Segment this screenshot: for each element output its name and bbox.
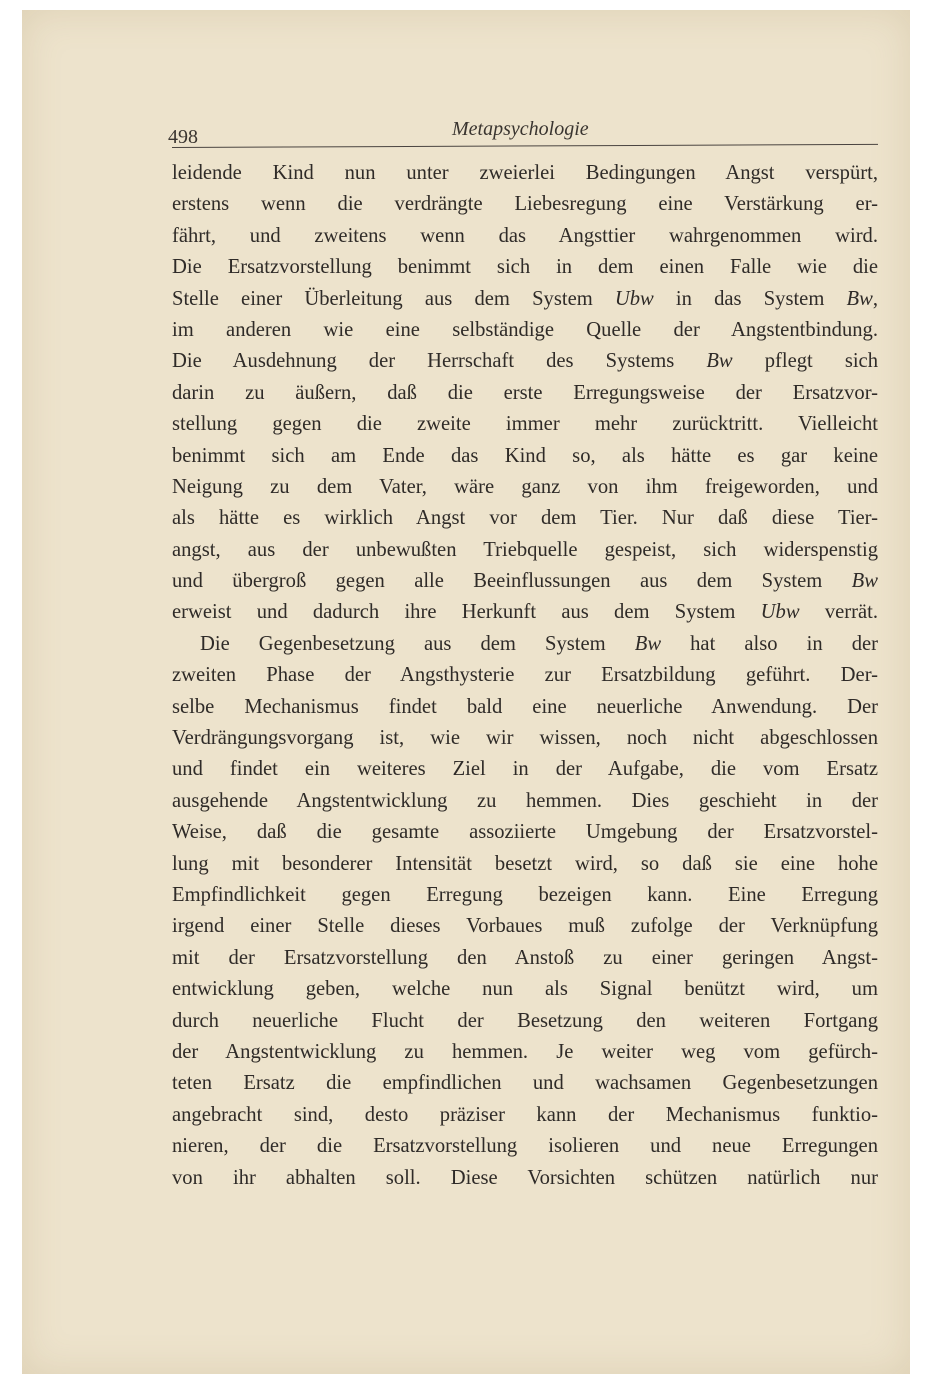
italic-term: Ubw <box>760 601 800 624</box>
text-line: Weise, daß die gesamte assoziierte Umgebung der Ersatzvorstel- <box>172 821 878 844</box>
text-line: darin zu äußern, daß die erste Erregungsweise der Ersatzvor- <box>172 381 878 404</box>
text-line: zweiten Phase der Angsthysterie zur Ersatzbildung geführt. Der- <box>172 664 878 687</box>
italic-term: Bw <box>846 287 873 310</box>
text-line: Die Ersatzvorstellung benimmt sich in dem einen Falle wie die <box>172 256 878 279</box>
text-span: erweist und dadurch ihre Herkunft aus dem System <box>172 601 761 624</box>
text-line: der Angstentwicklung zu hemmen. Je weiter weg vom gefürch- <box>172 1040 878 1063</box>
text-line: selbe Mechanismus findet bald eine neuerliche Anwendung. Der <box>172 695 878 718</box>
text-line <box>172 566 878 597</box>
text-line: von ihr abhalten soll. Diese Vorsichten schützen natürlich nur <box>172 1166 878 1189</box>
text-line: als hätte es wirklich Angst vor dem Tier. Nur daß diese Tier- <box>172 507 878 530</box>
text-line: irgend einer Stelle dieses Vorbaues muß zufolge der Verknüpfung <box>172 915 878 938</box>
text-line: angebracht sind, desto präziser kann der Mechanismus funktio- <box>172 1103 878 1126</box>
text-line: ausgehende Angstentwicklung zu hemmen. Dies geschieht in der <box>172 789 878 812</box>
text-line: Neigung zu dem Vater, wäre ganz von ihm freigeworden, und <box>172 475 878 498</box>
page-header <box>150 116 878 148</box>
text-line: teten Ersatz die empfindlichen und wachsamen Gegenbesetzungen <box>172 1072 878 1095</box>
text-span: verrät. <box>799 601 878 624</box>
text-span: pflegt sich <box>732 350 878 373</box>
text-span: Die Gegenbesetzung aus dem System <box>200 632 635 655</box>
text-span: Die Ausdehnung der Herrschaft des Systems <box>172 350 707 373</box>
text-line <box>172 284 878 315</box>
text-line: Verdrängungsvorgang ist, wie wir wissen, noch nicht abgeschlossen <box>172 727 878 750</box>
text-line: Empfindlichkeit gegen Erregung bezeigen kann. Eine Erregung <box>172 883 878 906</box>
text-line <box>172 597 878 628</box>
text-line: durch neuerliche Flucht der Besetzung den weiteren Fortgang <box>172 1009 878 1032</box>
text-line <box>172 629 878 660</box>
text-line: erstens wenn die verdrängte Liebesregung eine Verstärkung er- <box>172 193 878 216</box>
text-span: , <box>872 287 878 310</box>
text-line: mit der Ersatzvorstellung den Anstoß zu einer geringen Angst- <box>172 946 878 969</box>
text-line: nieren, der die Ersatzvorstellung isolieren und neue Erregungen <box>172 1135 878 1158</box>
text-span: hat also in der <box>661 632 878 655</box>
page-number: 498 <box>168 126 198 148</box>
running-title: Metapsychologie <box>452 118 589 140</box>
text-line: benimmt sich am Ende das Kind so, als hätte es gar keine <box>172 444 878 467</box>
text-span: und übergroß gegen alle Beeinflussungen aus dem System <box>172 570 852 593</box>
italic-term: Bw <box>851 570 878 593</box>
text-line: stellung gegen die zweite immer mehr zurücktritt. Vielleicht <box>172 413 878 436</box>
body-text <box>172 158 878 1194</box>
text-span: Stelle einer Überleitung aus dem System <box>172 287 615 310</box>
text-line: lung mit besonderer Intensität besetzt wird, so daß sie eine hohe <box>172 852 878 875</box>
text-line: fährt, und zweitens wenn das Angsttier wahrgenommen wird. <box>172 224 878 247</box>
text-line: entwicklung geben, welche nun als Signal benützt wird, um <box>172 978 878 1001</box>
text-line <box>172 346 878 377</box>
italic-term: Bw <box>634 632 662 655</box>
text-line: leidende Kind nun unter zweierlei Bedingungen Angst verspürt, <box>172 162 878 184</box>
text-line: angst, aus der unbewußten Triebquelle gespeist, sich widerspenstig <box>172 538 878 561</box>
italic-term: Bw <box>706 350 733 373</box>
italic-term: Ubw <box>614 287 654 310</box>
text-span: in das System <box>653 287 847 310</box>
text-line: im anderen wie eine selbständige Quelle der Angstentbindung. <box>172 318 878 341</box>
text-line: und findet ein weiteres Ziel in der Aufgabe, die vom Ersatz <box>172 758 878 781</box>
